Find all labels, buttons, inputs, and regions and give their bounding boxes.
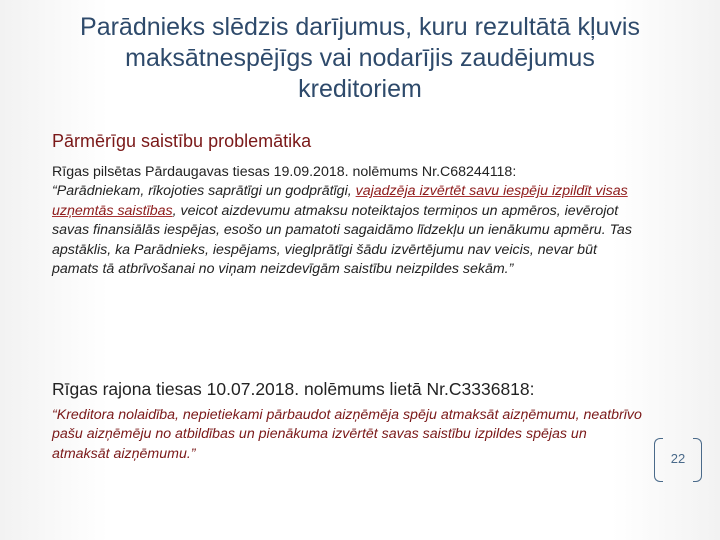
case-1-quote-highlight: vajadzēja izvērtēt savu iespēju izpildīt visas uzņemtās saistības (52, 183, 628, 219)
case-1-quote-end: , veicot aizdevumu atmaksu noteiktajos termiņos un apmēros, ievērojot savas finansiālās iespējas, esošo un pamatoti sagaidāmo līdzekļu un ienākumu apmēru. Tas apstāklis, ka Parādnieks, iespējams, vieglprātīgi šādu izvērtējumu nav veicis, nevar būt pamats tā atbrīvošanai no viņam neizdevīgām saistību neizpildes sekām.” (52, 202, 632, 278)
case-1-quote-start: “Parādniekam, rīkojoties saprātīgi un godprātīgi, (52, 183, 356, 200)
slide-subtitle: Pārmērīgu saistību problemātika (52, 131, 312, 151)
case-1-quote (52, 182, 642, 279)
case-1-heading: Rīgas pilsētas Pārdaugavas tiesas 19.09.2018. nolēmums Nr.C68244118: (52, 164, 517, 180)
page-number: 22 (670, 451, 686, 466)
case-1-block (52, 163, 642, 279)
slide-title: Parādnieks slēdzis darījumus, kuru rezultātā kļuvis maksātnespējīgs vai nodarījis zaudējumus kreditoriem (80, 13, 640, 103)
case-2-quote: “Kreditora nolaidība, nepietiekami pārbaudot aizņēmēja spēju atmaksāt aizņēmumu, neatbrīvo pašu aizņēmēju no atbildības un pienākuma izvērtēt savas saistību izpildes spējas un atmaksāt aizņēmumu.” (52, 407, 642, 462)
case-2-heading: Rīgas rajona tiesas 10.07.2018. nolēmums lietā Nr.C3336818: (52, 379, 535, 399)
page-number-badge (654, 438, 702, 482)
